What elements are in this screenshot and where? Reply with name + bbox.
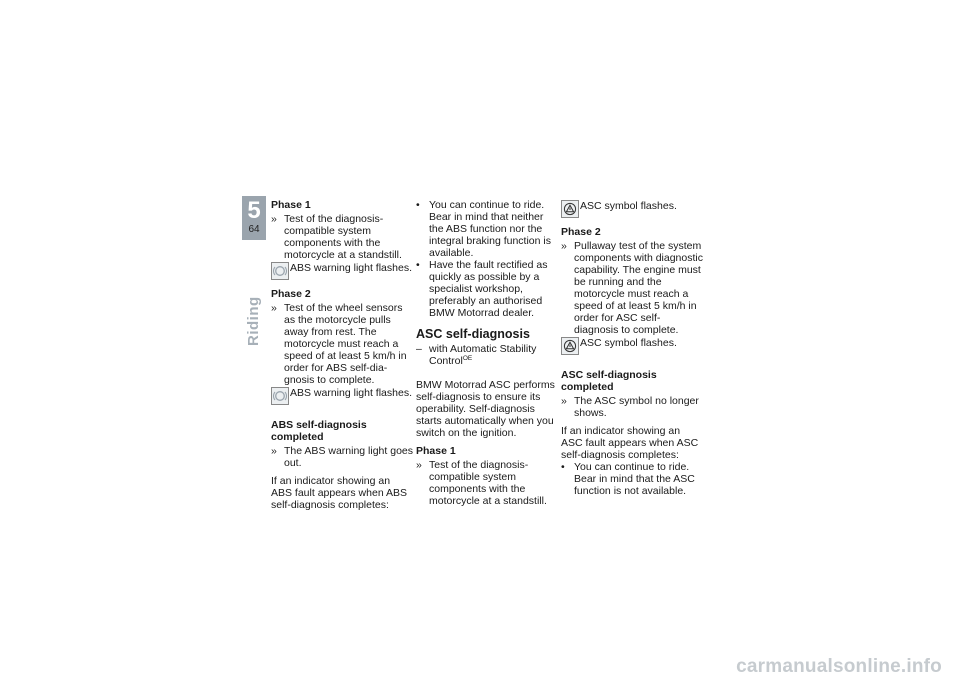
- abs-phase2-indicator: ABS warning light flashes.: [271, 387, 413, 407]
- abs-warning-light-icon: [271, 262, 289, 280]
- bullet-marker: •: [416, 259, 420, 271]
- asc-phase1-step: » Test of the diagnosis-compatible system components with the motorcycle at a standstill.: [416, 459, 547, 507]
- chapter-side-label: Riding: [245, 296, 262, 346]
- column-1: [271, 199, 413, 511]
- option-superscript: OE: [462, 355, 473, 362]
- page-number: 64: [248, 224, 260, 235]
- asc-symbol-icon: [561, 337, 579, 355]
- abs-completed-step: » The ABS warning light goes out.: [271, 445, 413, 469]
- step-marker: »: [416, 459, 422, 471]
- step-marker: »: [561, 395, 567, 407]
- watermark: carmanualsonline.info: [736, 656, 942, 677]
- step-marker: »: [271, 302, 277, 314]
- abs-fault-bullet-1: • You can continue to ride. Bear in mind that neither the ABS function nor the integral braking function is available.: [416, 199, 551, 259]
- abs-completed-heading: ABS self-diagnosis completed: [271, 419, 367, 443]
- column-3: [561, 199, 703, 497]
- bullet-marker: •: [561, 461, 565, 473]
- abs-warning-light-icon: [271, 387, 289, 405]
- asc-phase1-heading: Phase 1: [416, 445, 456, 457]
- abs-phase1-heading: Phase 1: [271, 199, 311, 211]
- step-marker: »: [271, 213, 277, 225]
- asc-phase2-indicator: ASC symbol flashes.: [561, 337, 703, 357]
- asc-fault-bullet-1: • You can continue to ride. Bear in mind that the ASC function is not available.: [561, 461, 695, 497]
- abs-phase2-step: » Test of the wheel sensors as the motorcycle pulls away from rest. The motorcycle must reach a speed of at least 5 km/h in order for ABS self-diagnosis to complete.: [271, 302, 407, 386]
- asc-phase2-step: » Pullaway test of the system components with diagnostic capability. The engine must be running and the motorcycle must reach a speed of at least 5 km/h in order for ASC self-diagnosis to complete.: [561, 240, 703, 336]
- asc-option-note: – with Automatic Stability Control$^{OE}$: [416, 343, 537, 367]
- bullet-marker: •: [416, 199, 420, 211]
- chapter-number: 5: [247, 197, 261, 224]
- step-marker: »: [271, 445, 277, 457]
- asc-section-heading: ASC self-diagnosis: [416, 327, 530, 341]
- abs-fault-paragraph: If an indicator showing an ABS fault appears when ABS self-diagnosis completes:: [271, 475, 408, 511]
- asc-symbol-icon: [561, 200, 579, 218]
- asc-intro-paragraph: BMW Motorrad ASC performs self-diagnosis to ensure its operability. Self-diagnosis starts automatically when you switch on the ignition.: [416, 379, 555, 439]
- asc-completed-step: » The ASC symbol no longer shows.: [561, 395, 699, 419]
- asc-phase1-indicator: ASC symbol flashes.: [561, 200, 703, 220]
- abs-phase2-heading: Phase 2: [271, 288, 311, 300]
- asc-phase2-heading: Phase 2: [561, 226, 601, 238]
- abs-fault-bullet-2: • Have the fault rectified as quickly as possible by a specialist workshop, preferably an authorised BMW Motorrad dealer.: [416, 259, 548, 319]
- asc-fault-paragraph: If an indicator showing an ASC fault appears when ASC self-diagnosis completes:: [561, 425, 699, 461]
- abs-phase1-indicator: ABS warning light flashes.: [271, 262, 413, 282]
- abs-phase1-step: » Test of the diagnosis-compatible system components with the motorcycle at a standstill.: [271, 213, 402, 261]
- chapter-tab: [242, 196, 266, 240]
- step-marker: »: [561, 240, 567, 252]
- column-2: [416, 199, 558, 507]
- option-marker: –: [416, 343, 422, 355]
- asc-completed-heading: ASC self-diagnosis completed: [561, 369, 657, 393]
